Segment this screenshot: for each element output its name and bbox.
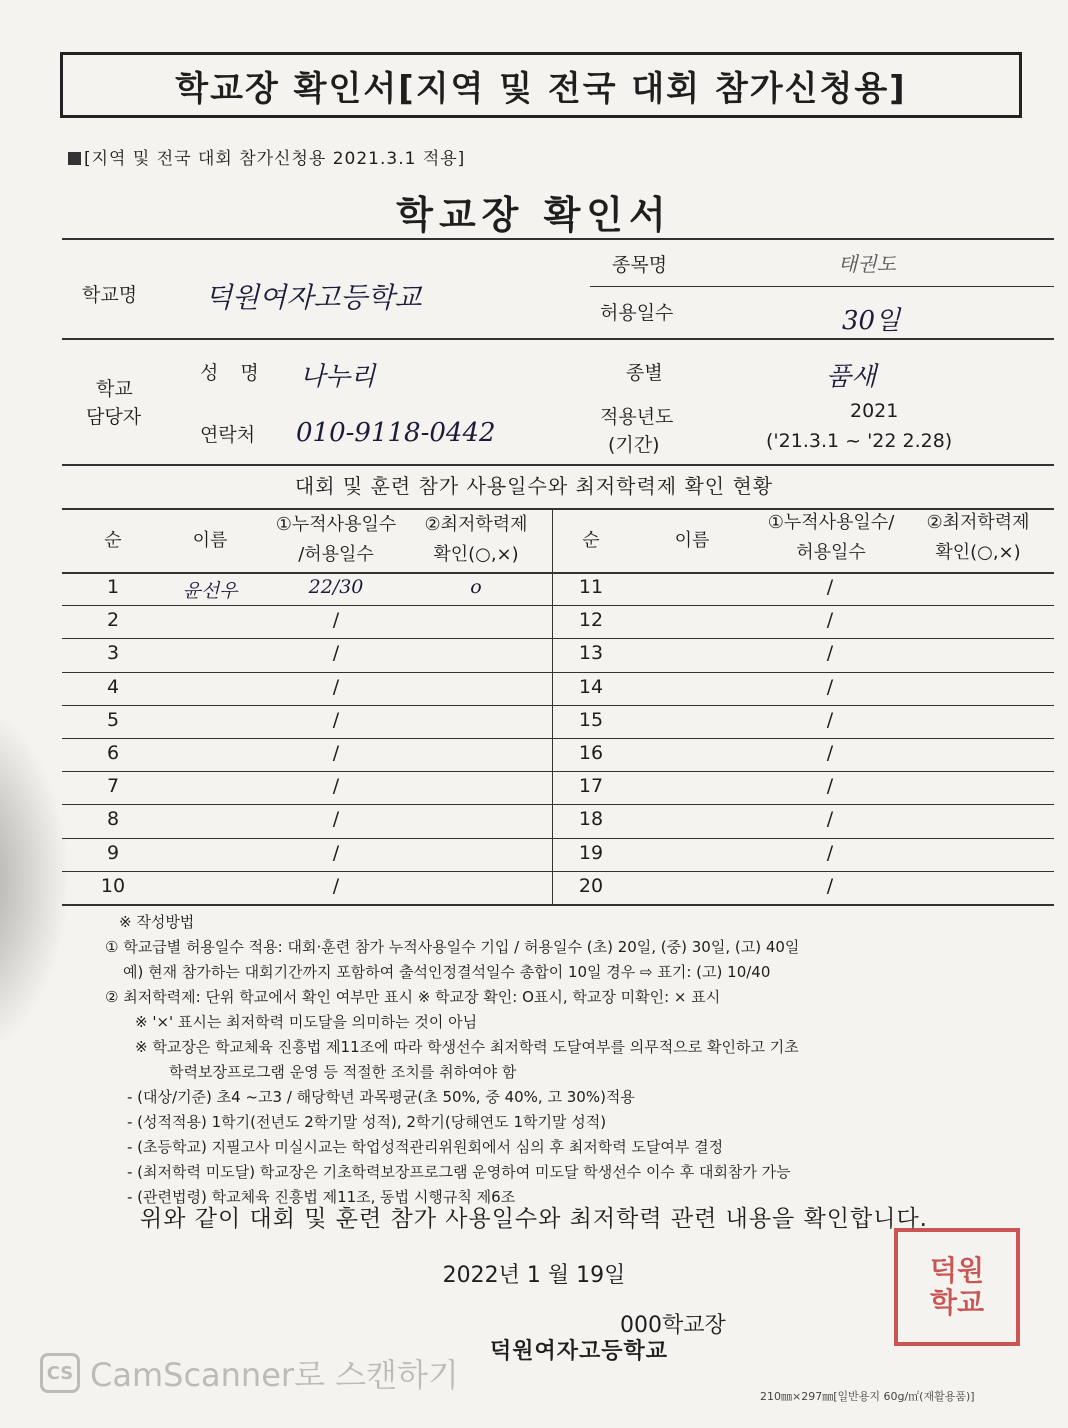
row-days: / <box>826 609 834 632</box>
row-number: 15 <box>578 708 604 731</box>
row-days: / <box>332 874 340 897</box>
note-line: ① 학교급별 허용일수 적용: 대회·훈련 참가 누적사용일수 기입 / 허용일수 (초) 20일, (중) 30일, (고) 40일 <box>105 938 800 956</box>
scan-shadow <box>0 700 70 1060</box>
col-check-left-2: 확인(○,×) <box>433 544 519 565</box>
allowed-days-label: 허용일수 <box>600 302 674 324</box>
paper-spec: 210㎜×297㎜[일반용지 60g/㎡(재활용품)] <box>760 1390 975 1403</box>
row-number: 11 <box>578 576 604 598</box>
note-line: ② 최저학력제: 단위 학교에서 확인 여부만 표시 ※ 학교장 확인: O표시, 학교장 미확인: × 표시 <box>105 988 721 1006</box>
row-days: / <box>332 708 340 731</box>
row-number: 13 <box>578 642 604 665</box>
subtitle <box>68 144 465 169</box>
row-days: / <box>826 708 834 731</box>
table-header-line <box>62 572 1054 574</box>
table-bottom-line <box>62 904 1054 906</box>
school-seal-stamp: 덕원 학교 <box>894 1228 1020 1346</box>
school-signature: 덕원여자고등학교 <box>490 1339 669 1364</box>
info-top-line <box>62 238 1054 240</box>
row-divider <box>62 738 1054 739</box>
col-days-left-1: ①누적사용일수 <box>275 514 397 535</box>
note-line: 예) 현재 참가하는 대회기간까지 포함하여 출석인정결석일수 총합이 10일 경우 ⇨ 표기: (고) 10/40 <box>123 963 771 981</box>
row-days: / <box>332 675 340 698</box>
note-line: - (대상/기준) 초4 ~고3 / 해당학년 과목평균(초 50%, 중 40%, 고 30%)적용 <box>127 1088 635 1106</box>
row-days: / <box>332 609 340 632</box>
col-check-right-2: 확인(○,×) <box>935 542 1021 563</box>
allowed-days-value: 30일 <box>842 306 901 336</box>
row-days: / <box>826 874 834 897</box>
watermark-text: CamScanner로 스캔하기 <box>90 1356 459 1394</box>
row-divider <box>62 804 1054 805</box>
note-line: ※ '×' 표시는 최저학력 미도달을 의미하는 것이 아님 <box>135 1013 478 1031</box>
row-days: / <box>826 675 834 698</box>
row-divider <box>62 672 1054 673</box>
row-days: / <box>826 841 834 864</box>
row-divider <box>62 605 1054 606</box>
col-name-left: 이름 <box>192 530 228 551</box>
row-days: / <box>332 742 340 764</box>
confirmation-statement: 위와 같이 대회 및 훈련 참가 사용일수와 최저학력 관련 내용을 확인합니다. <box>140 1206 928 1232</box>
col-days-right-2: 허용일수 <box>796 542 866 563</box>
school-value: 덕원여자고등학교 <box>205 281 422 314</box>
row-divider <box>62 638 1054 639</box>
square-bullet-icon <box>68 152 81 165</box>
row-days: / <box>332 642 340 665</box>
row-divider <box>62 871 1054 872</box>
signing-date: 2022년 1 월 19일 <box>442 1263 626 1288</box>
row-number: 1 <box>106 576 120 598</box>
row-number: 17 <box>578 775 604 798</box>
row-days: / <box>826 576 834 598</box>
note-line: ※ 학교장은 학교체육 진흥법 제11조에 따라 학생선수 최저학력 도달여부를 의무적으로 확인하고 기초 <box>135 1038 799 1056</box>
row-number: 5 <box>106 708 120 731</box>
contact-label: 연락처 <box>200 424 256 446</box>
col-no-left: 순 <box>104 530 122 551</box>
info-sport-line <box>590 286 1054 287</box>
subtitle-text: [지역 및 전국 대회 참가신청용 2021.3.1 적용] <box>84 149 466 169</box>
row-days: 22/30 <box>308 576 364 598</box>
col-days-right-1: ①누적사용일수/ <box>767 512 895 533</box>
row-days: / <box>332 775 340 798</box>
row-days: / <box>826 642 834 665</box>
row-number: 4 <box>106 675 120 698</box>
row-days: / <box>826 742 834 764</box>
row-check: o <box>470 576 482 598</box>
contact-value: 010-9118-0442 <box>296 418 496 448</box>
note-line: 학력보장프로그램 운영 등 적절한 조치를 취하여야 함 <box>169 1063 517 1081</box>
note-line: - (성적적용) 1학기(전년도 2학기말 성적), 2학기(당해연도 1학기말 성적) <box>127 1113 607 1131</box>
row-number: 3 <box>106 642 120 665</box>
header-box-title: 학교장 확인서[지역 및 전국 대회 참가신청용] <box>60 52 1022 118</box>
row-divider <box>62 771 1054 772</box>
sport-value: 태권도 <box>838 252 896 276</box>
col-check-right-1: ②최저학력제 <box>926 512 1030 533</box>
note-heading: ※ 작성방법 <box>119 913 195 931</box>
row-days: / <box>826 808 834 831</box>
manager-name-value: 나누리 <box>300 362 376 392</box>
row-number: 14 <box>578 675 604 698</box>
row-number: 10 <box>100 874 126 897</box>
row-name: 윤선우 <box>182 580 238 602</box>
principal-label: 000학교장 <box>620 1313 726 1338</box>
name-label: 성 명 <box>200 362 267 384</box>
row-number: 20 <box>578 874 604 897</box>
row-days: / <box>826 775 834 798</box>
camscanner-watermark <box>40 1350 459 1396</box>
instructions <box>105 910 1035 1210</box>
note-line: - (최저학력 미도달) 학교장은 기초학력보장프로그램 운영하여 미도달 학생선수 이수 후 대회참가 가능 <box>127 1163 791 1181</box>
period-value: ('21.3.1 ~ '22 2.28) <box>766 430 953 452</box>
info-mid-line <box>62 338 1054 340</box>
note-line: - (관련법령) 학교체육 진흥법 제11조, 동법 시행규칙 제6조 <box>127 1188 516 1206</box>
col-name-right: 이름 <box>674 530 710 551</box>
row-days: / <box>332 808 340 831</box>
document-title: 학교장 확인서 <box>396 193 672 237</box>
col-check-left-1: ②최저학력제 <box>424 514 528 535</box>
category-label: 종별 <box>626 362 663 384</box>
status-section-title: 대회 및 훈련 참가 사용일수와 최저학력제 확인 현황 <box>294 474 774 498</box>
row-divider <box>62 705 1054 706</box>
row-days: / <box>332 841 340 864</box>
year-label-period: (기간) <box>608 434 660 456</box>
row-divider <box>62 838 1054 839</box>
camscanner-icon: CS <box>40 1353 80 1393</box>
year-label: 적용년도 <box>600 406 674 428</box>
row-number: 6 <box>106 742 120 764</box>
category-value: 품새 <box>826 362 877 392</box>
col-no-right: 순 <box>582 530 600 551</box>
note-line: - (초등학교) 지필고사 미실시교는 학업성적관리위원회에서 심의 후 최저학력 도달여부 결정 <box>127 1138 724 1156</box>
row-number: 9 <box>106 841 120 864</box>
manager-label-line1: 학교 <box>96 378 133 400</box>
year-value: 2021 <box>850 400 899 422</box>
manager-label-line2: 담당자 <box>86 406 142 428</box>
row-number: 16 <box>578 742 604 764</box>
col-days-left-2: /허용일수 <box>298 544 374 565</box>
row-number: 2 <box>106 609 120 632</box>
row-number: 8 <box>106 808 120 831</box>
info-bottom-line <box>62 464 1054 466</box>
row-number: 18 <box>578 808 604 831</box>
school-label: 학교명 <box>82 284 138 306</box>
row-number: 12 <box>578 609 604 632</box>
row-number: 7 <box>106 775 120 798</box>
row-number: 19 <box>578 841 604 864</box>
sport-label: 종목명 <box>612 254 668 276</box>
table-center-divider <box>552 508 553 904</box>
